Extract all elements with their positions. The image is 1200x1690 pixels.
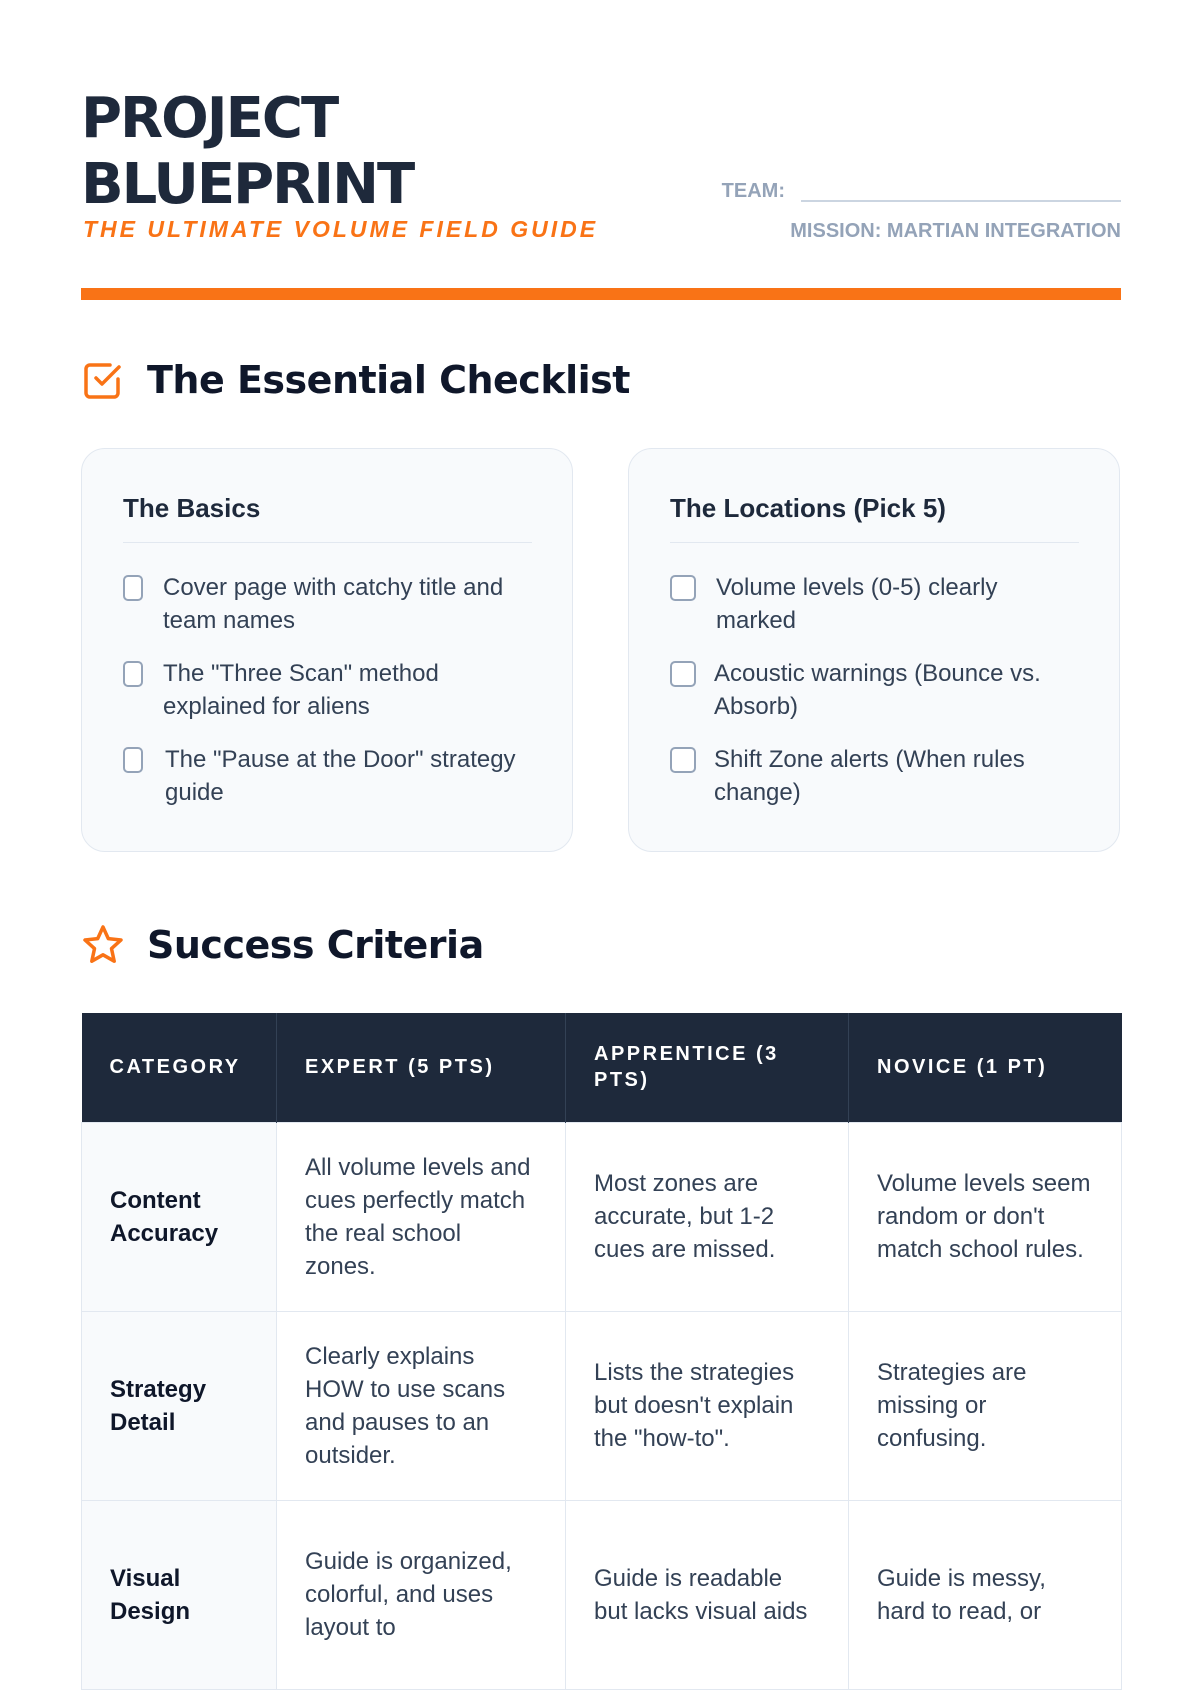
category-cell: Visual Design xyxy=(82,1500,277,1689)
checklist-item-label: Cover page with catchy title and team names xyxy=(163,574,504,634)
page-subtitle: THE ULTIMATE VOLUME FIELD GUIDE xyxy=(83,216,599,242)
checklist-item-label: Volume levels (0-5) clearly marked xyxy=(716,574,998,634)
apprentice-cell: Most zones are accurate, but 1-2 cues are missed. xyxy=(566,1122,849,1311)
column-header: CATEGORY xyxy=(82,1013,277,1122)
expert-cell: All volume levels and cues perfectly match the real school zones. xyxy=(277,1122,566,1311)
checklist-item xyxy=(123,657,532,723)
checklist-item xyxy=(670,571,1079,637)
success-heading xyxy=(81,923,484,967)
checklist-heading xyxy=(81,358,630,402)
success-title: Success Criteria xyxy=(147,923,484,967)
team-label: TEAM: xyxy=(721,180,785,202)
checklist-item xyxy=(670,657,1079,723)
checklist-item-label: Shift Zone alerts (When rules change) xyxy=(714,746,1025,806)
novice-cell: Volume levels seem random or don't match school rules. xyxy=(849,1122,1122,1311)
checkbox[interactable] xyxy=(670,661,696,687)
title-line-1: PROJECT xyxy=(81,86,338,151)
apprentice-cell: Guide is readable but lacks visual aids xyxy=(566,1500,849,1689)
table-row xyxy=(82,1311,1122,1500)
column-header: EXPERT (5 PTS) xyxy=(277,1013,566,1122)
checkbox-check-icon xyxy=(81,358,125,402)
title-line-2: BLUEPRINT xyxy=(81,152,414,217)
rubric-table xyxy=(81,1013,1122,1690)
novice-cell: Guide is messy, hard to read, or xyxy=(849,1500,1122,1689)
checklist-card-basics xyxy=(81,448,573,852)
checklist-item-label: Acoustic warnings (Bounce vs. Absorb) xyxy=(714,660,1041,720)
expert-cell: Guide is organized, colorful, and uses layout to xyxy=(277,1500,566,1689)
category-cell: Content Accuracy xyxy=(82,1122,277,1311)
mission-label: MISSION: MARTIAN INTEGRATION xyxy=(790,220,1121,242)
checklist-item xyxy=(123,571,532,637)
table-row xyxy=(82,1500,1122,1689)
checklist-item-label: The "Pause at the Door" strategy guide xyxy=(165,746,516,806)
expert-cell: Clearly explains HOW to use scans and pauses to an outsider. xyxy=(277,1311,566,1500)
checklist-item-label: The "Three Scan" method explained for aliens xyxy=(163,660,439,720)
checkbox[interactable] xyxy=(123,661,143,687)
category-cell: Strategy Detail xyxy=(82,1311,277,1500)
checklist-item xyxy=(670,743,1079,809)
novice-cell: Strategies are missing or confusing. xyxy=(849,1311,1122,1500)
star-icon xyxy=(81,923,125,967)
checkbox[interactable] xyxy=(123,575,143,601)
checkbox[interactable] xyxy=(123,747,143,773)
checklist-card-locations xyxy=(628,448,1120,852)
table-header-row xyxy=(82,1013,1122,1122)
apprentice-cell: Lists the strategies but doesn't explain the "how-to". xyxy=(566,1311,849,1500)
page-title xyxy=(81,86,601,218)
checkbox[interactable] xyxy=(670,747,696,773)
checklist-title: The Essential Checklist xyxy=(147,358,630,402)
table-row xyxy=(82,1122,1122,1311)
team-field xyxy=(722,172,1121,202)
checkbox[interactable] xyxy=(670,575,696,601)
card-title: The Locations (Pick 5) xyxy=(670,493,1079,543)
card-title: The Basics xyxy=(123,493,532,543)
team-input-line[interactable] xyxy=(801,172,1121,202)
checklist-item xyxy=(123,743,532,809)
header-divider xyxy=(81,288,1121,300)
column-header: APPRENTICE (3 PTS) xyxy=(566,1013,849,1122)
column-header: NOVICE (1 PT) xyxy=(849,1013,1122,1122)
document-header xyxy=(81,86,1121,286)
